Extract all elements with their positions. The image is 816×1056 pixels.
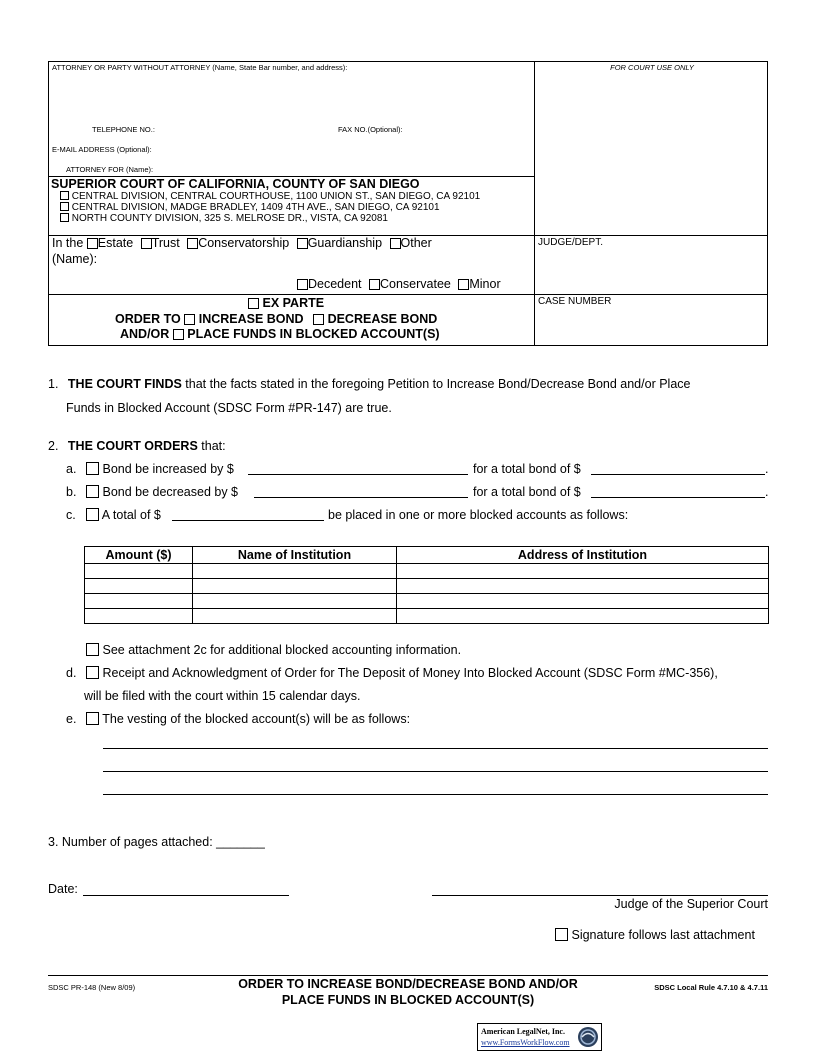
item-2-bold: THE COURT ORDERS xyxy=(67,439,198,453)
ex-parte-label: EX PARTE xyxy=(262,296,325,310)
conservatee-checkbox[interactable] xyxy=(369,279,380,290)
item-2-number: 2. xyxy=(48,439,59,453)
email-label: E-MAIL ADDRESS (Optional): xyxy=(52,145,152,154)
vesting-line-2[interactable] xyxy=(103,771,768,772)
item-2a-period: . xyxy=(765,462,769,476)
item-2d-text-1: Receipt and Acknowledgment of Order for The Deposit of Money Into Blocked Account (SDSC Form #MC-356), xyxy=(102,666,718,680)
division-1-checkbox[interactable] xyxy=(60,191,69,200)
pages-attached-row xyxy=(48,835,265,849)
pages-attached-label: 3. Number of pages attached: xyxy=(48,835,213,849)
item-2a-row xyxy=(86,462,234,476)
minor-label: Minor xyxy=(469,277,501,291)
item-2a-label: Bond be increased by $ xyxy=(102,462,234,476)
fax-label: FAX NO.(Optional): xyxy=(338,125,403,134)
decedent-checkbox[interactable] xyxy=(297,279,308,290)
amount-cell[interactable] xyxy=(85,594,193,609)
item-2e-letter: e. xyxy=(66,712,77,726)
division-3 xyxy=(60,213,388,224)
institution-column-header: Name of Institution xyxy=(193,547,397,564)
division-2 xyxy=(60,202,440,213)
trust-label: Trust xyxy=(151,236,180,250)
case-number-label: CASE NUMBER xyxy=(538,296,612,307)
item-1-line-1 xyxy=(48,377,690,391)
guardianship-label: Guardianship xyxy=(307,236,383,250)
and-or-label: AND/OR xyxy=(120,327,170,341)
table-row xyxy=(85,609,769,624)
item-2b-total-label: for a total bond of $ xyxy=(473,485,581,499)
amount-cell[interactable] xyxy=(85,579,193,594)
date-label: Date: xyxy=(48,882,78,896)
estate-checkbox[interactable] xyxy=(87,238,98,249)
table-row xyxy=(85,579,769,594)
minor-checkbox[interactable] xyxy=(458,279,469,290)
place-funds-checkbox[interactable] xyxy=(173,329,184,340)
party-type-row xyxy=(297,277,501,291)
globe-icon xyxy=(577,1026,599,1048)
item-2a-total-label: for a total bond of $ xyxy=(473,462,581,476)
item-2a-letter: a. xyxy=(66,462,77,476)
vesting-line-3[interactable] xyxy=(103,794,768,795)
conservatee-label: Conservatee xyxy=(380,277,451,291)
attorney-for-label: ATTORNEY FOR (Name): xyxy=(66,165,154,174)
caption-divider-vertical xyxy=(534,61,535,346)
table-row xyxy=(85,564,769,579)
division-2-checkbox[interactable] xyxy=(60,202,69,211)
item-2e-row xyxy=(86,712,410,726)
item-1-number: 1. xyxy=(48,377,59,391)
signature-follows-row xyxy=(555,928,755,942)
division-3-checkbox[interactable] xyxy=(60,213,69,222)
address-cell[interactable] xyxy=(397,564,769,579)
place-funds-label: PLACE FUNDS IN BLOCKED ACCOUNT(S) xyxy=(187,327,440,341)
item-2d-letter: d. xyxy=(66,666,77,680)
increase-total-field[interactable] xyxy=(591,474,765,475)
signature-follows-label: Signature follows last attachment xyxy=(571,928,755,942)
amount-cell[interactable] xyxy=(85,564,193,579)
name-label: (Name): xyxy=(52,252,98,266)
item-2c-letter: c. xyxy=(66,508,76,522)
division-1-label: CENTRAL DIVISION, CENTRAL COURTHOUSE, 1100 UNION ST., SAN DIEGO, CA 92101 xyxy=(71,191,481,202)
conservatorship-label: Conservatorship xyxy=(198,236,290,250)
item-2b-letter: b. xyxy=(66,485,77,499)
decrease-bond-label: DECREASE BOND xyxy=(327,312,438,326)
decrease-total-field[interactable] xyxy=(591,497,765,498)
vesting-line-1[interactable] xyxy=(103,748,768,749)
institution-cell[interactable] xyxy=(193,594,397,609)
estate-label: Estate xyxy=(97,236,134,250)
place-funds-row xyxy=(120,327,440,341)
caption-rule-3 xyxy=(48,294,768,295)
judge-signature-field[interactable] xyxy=(432,895,768,896)
increase-bond-checkbox[interactable] xyxy=(184,314,195,325)
item-2e-label: The vesting of the blocked account(s) will be as follows: xyxy=(102,712,411,726)
local-rule: SDSC Local Rule 4.7.10 & 4.7.11 xyxy=(654,983,768,992)
attachment-label: See attachment 2c for additional blocked accounting information. xyxy=(102,643,462,657)
item-2c-tail: be placed in one or more blocked accounts as follows: xyxy=(328,508,629,522)
item-2e-checkbox[interactable] xyxy=(86,712,99,725)
order-to-row xyxy=(115,312,437,326)
address-cell[interactable] xyxy=(397,609,769,624)
division-2-label: CENTRAL DIVISION, MADGE BRADLEY, 1409 4TH AVE., SAN DIEGO, CA 92101 xyxy=(71,202,440,213)
amount-cell[interactable] xyxy=(85,609,193,624)
judge-label: Judge of the Superior Court xyxy=(614,897,768,911)
item-1-line-2: Funds in Blocked Account (SDSC Form #PR-147) are true. xyxy=(66,401,392,415)
in-the-label: In the xyxy=(52,236,84,250)
form-id: SDSC PR-148 (New 8/09) xyxy=(48,983,136,992)
other-checkbox[interactable] xyxy=(390,238,401,249)
increase-bond-label: INCREASE BOND xyxy=(198,312,304,326)
item-2c-row xyxy=(86,508,161,522)
division-1 xyxy=(60,191,480,202)
item-2d-checkbox[interactable] xyxy=(86,666,99,679)
item-2b-row xyxy=(86,485,238,499)
attachment-row xyxy=(86,643,461,657)
item-2b-label: Bond be decreased by $ xyxy=(102,485,239,499)
institution-cell[interactable] xyxy=(193,609,397,624)
footer-title-1: ORDER TO INCREASE BOND/DECREASE BOND AND/OR xyxy=(238,977,578,991)
item-1-text-1: that the facts stated in the foregoing Petition to Increase Bond/Decrease Bond and/or Place xyxy=(181,377,691,391)
attorney-label: ATTORNEY OR PARTY WITHOUT ATTORNEY (Name, State Bar number, and address): xyxy=(52,63,348,72)
date-field[interactable] xyxy=(83,895,289,896)
pages-attached-field[interactable]: _______ xyxy=(216,835,265,849)
amount-column-header: Amount ($) xyxy=(85,547,193,564)
decedent-label: Decedent xyxy=(308,277,362,291)
guardianship-checkbox[interactable] xyxy=(297,238,308,249)
item-2d-row xyxy=(86,666,718,680)
item-2-text: that: xyxy=(197,439,226,453)
blocked-accounts-table xyxy=(84,546,769,624)
item-2d-text-2: will be filed with the court within 15 calendar days. xyxy=(84,689,361,703)
logo-url: www.FormsWorkFlow.com xyxy=(481,1038,570,1047)
decrease-amount-field[interactable] xyxy=(254,497,468,498)
conservatorship-checkbox[interactable] xyxy=(187,238,198,249)
case-type-row xyxy=(52,236,432,250)
other-label: Other xyxy=(400,236,432,250)
ex-parte-checkbox[interactable] xyxy=(248,298,259,309)
telephone-label: TELEPHONE NO.: xyxy=(92,125,155,134)
item-2c-label: A total of $ xyxy=(101,508,161,522)
address-cell[interactable] xyxy=(397,594,769,609)
address-column-header: Address of Institution xyxy=(397,547,769,564)
item-2c-checkbox[interactable] xyxy=(86,508,99,521)
item-2a-checkbox[interactable] xyxy=(86,462,99,475)
institution-cell[interactable] xyxy=(193,579,397,594)
footer-rule xyxy=(48,975,768,976)
order-to-label: ORDER TO xyxy=(115,312,181,326)
signature-follows-checkbox[interactable] xyxy=(555,928,568,941)
item-2-heading xyxy=(48,439,226,453)
division-3-label: NORTH COUNTY DIVISION, 325 S. MELROSE DR., VISTA, CA 92081 xyxy=(71,213,388,224)
table-row xyxy=(85,594,769,609)
institution-cell[interactable] xyxy=(193,564,397,579)
court-name: SUPERIOR COURT OF CALIFORNIA, COUNTY OF SAN DIEGO xyxy=(51,177,420,191)
trust-checkbox[interactable] xyxy=(141,238,152,249)
decrease-bond-checkbox[interactable] xyxy=(313,314,324,325)
blocked-total-field[interactable] xyxy=(172,520,324,521)
footer-title-2: PLACE FUNDS IN BLOCKED ACCOUNT(S) xyxy=(281,993,535,1007)
table-header-row xyxy=(85,547,769,564)
logo-company-name: American LegalNet, Inc. xyxy=(481,1027,565,1036)
item-2b-period: . xyxy=(765,485,769,499)
item-1-bold: THE COURT FINDS xyxy=(67,377,182,391)
address-cell[interactable] xyxy=(397,579,769,594)
increase-amount-field[interactable] xyxy=(248,474,468,475)
court-use-label: FOR COURT USE ONLY xyxy=(610,63,694,72)
attachment-checkbox[interactable] xyxy=(86,643,99,656)
item-2b-checkbox[interactable] xyxy=(86,485,99,498)
judge-dept-label: JUDGE/DEPT. xyxy=(538,237,604,248)
legalnet-logo[interactable] xyxy=(477,1023,602,1051)
ex-parte-row xyxy=(248,296,324,310)
